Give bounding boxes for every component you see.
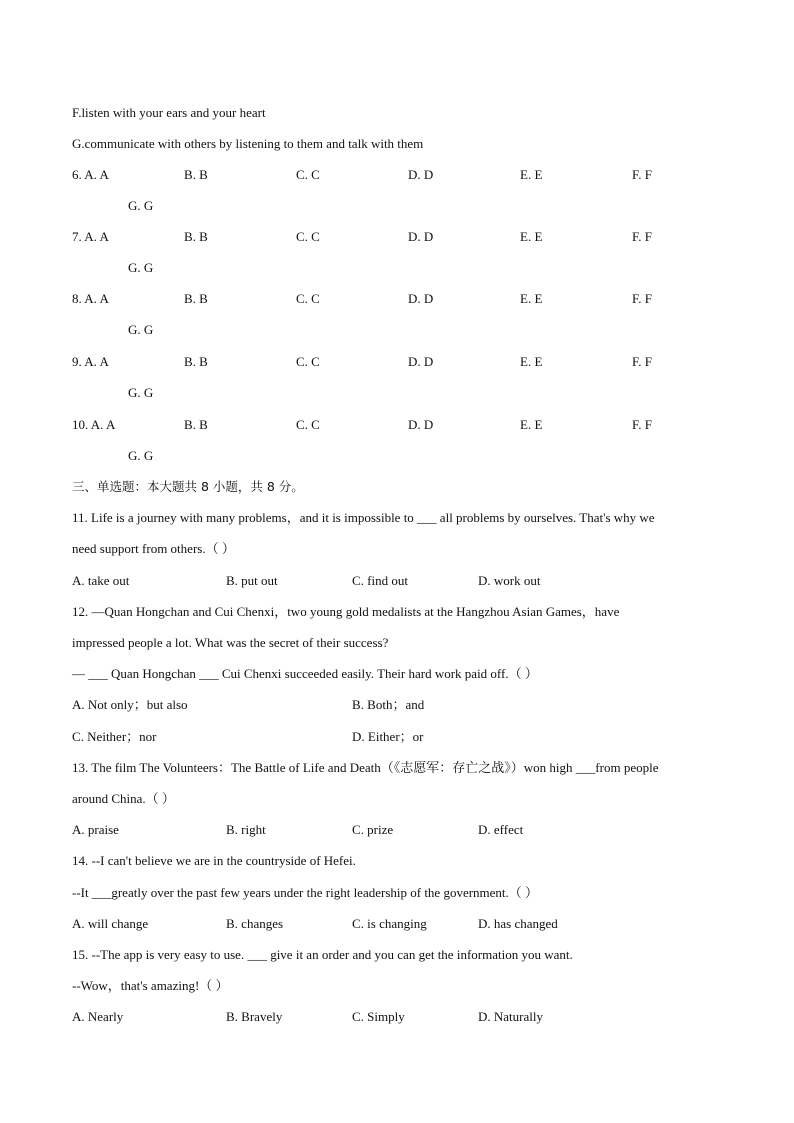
q15-option-a[interactable]: A. Nearly (72, 1009, 124, 1024)
q7-choice-c[interactable]: C. C (296, 229, 320, 244)
q6-choice-f[interactable]: F. F (632, 167, 652, 182)
q8-choice-a[interactable]: 8. A. A (72, 291, 109, 306)
q10-choice-f[interactable]: F. F (632, 417, 652, 432)
q14-stem-line2: --It ___greatly over the past few years under the right leadership of the government.（ ） (72, 885, 539, 900)
q11-option-a[interactable]: A. take out (72, 573, 130, 588)
q11-option-d[interactable]: D. work out (478, 573, 541, 588)
q14-stem-line1: 14. --I can't believe we are in the countryside of Hefei. (72, 853, 356, 868)
q13-option-a[interactable]: A. praise (72, 822, 119, 837)
q12-option-c[interactable]: C. Neither；nor (72, 729, 157, 744)
q9-choice-g[interactable]: G. G (128, 385, 154, 400)
q8-choice-f[interactable]: F. F (632, 291, 652, 306)
q13-option-c[interactable]: C. prize (352, 822, 394, 837)
q10-choice-b[interactable]: B. B (184, 417, 208, 432)
option-g-text: G.communicate with others by listening to them and talk with them (72, 136, 424, 151)
q12-option-d[interactable]: D. Either；or (352, 729, 424, 744)
section-heading: 三、单选题：本大题共 8 小题，共 8 分。 (72, 479, 304, 494)
q12-stem-line1: 12. —Quan Hongchan and Cui Chenxi，two young gold medalists at the Hangzhou Asian Games，have (72, 604, 620, 619)
q15-stem-line1: 15. --The app is very easy to use. ___ give it an order and you can get the information you want. (72, 947, 573, 962)
q15-option-d[interactable]: D. Naturally (478, 1009, 543, 1024)
q14-option-c[interactable]: C. is changing (352, 916, 427, 931)
option-f-text: F.listen with your ears and your heart (72, 105, 266, 120)
q13-stem-line2: around China.（ ） (72, 791, 175, 806)
q10-choice-c[interactable]: C. C (296, 417, 320, 432)
q7-choice-e[interactable]: E. E (520, 229, 543, 244)
q15-stem-line2: --Wow，that's amazing!（ ） (72, 978, 229, 993)
q14-option-b[interactable]: B. changes (226, 916, 284, 931)
q8-choice-b[interactable]: B. B (184, 291, 208, 306)
q11-stem-line1: 11. Life is a journey with many problems，and it is impossible to ___ all problems by ourselves. That's why we (72, 510, 655, 525)
q9-choice-f[interactable]: F. F (632, 354, 652, 369)
q6-choice-d[interactable]: D. D (408, 167, 434, 182)
q7-choice-g[interactable]: G. G (128, 260, 154, 275)
q8-choice-c[interactable]: C. C (296, 291, 320, 306)
q7-choice-a[interactable]: 7. A. A (72, 229, 109, 244)
q13-option-d[interactable]: D. effect (478, 822, 524, 837)
q12-option-b[interactable]: B. Both；and (352, 697, 425, 712)
q9-choice-a[interactable]: 9. A. A (72, 354, 109, 369)
q14-option-a[interactable]: A. will change (72, 916, 149, 931)
q8-choice-e[interactable]: E. E (520, 291, 543, 306)
q8-choice-g[interactable]: G. G (128, 322, 154, 337)
q6-choice-c[interactable]: C. C (296, 167, 320, 182)
q7-choice-d[interactable]: D. D (408, 229, 434, 244)
q9-choice-d[interactable]: D. D (408, 354, 434, 369)
q7-choice-f[interactable]: F. F (632, 229, 652, 244)
q10-choice-a[interactable]: 10. A. A (72, 417, 116, 432)
q12-stem-line3: — ___ Quan Hongchan ___ Cui Chenxi succeeded easily. Their hard work paid off.（ ） (72, 666, 538, 681)
q12-stem-line2: impressed people a lot. What was the secret of their success? (72, 635, 389, 650)
q10-choice-g[interactable]: G. G (128, 448, 154, 463)
q9-choice-e[interactable]: E. E (520, 354, 543, 369)
q11-option-b[interactable]: B. put out (226, 573, 278, 588)
q10-choice-e[interactable]: E. E (520, 417, 543, 432)
q13-option-b[interactable]: B. right (226, 822, 266, 837)
q15-option-c[interactable]: C. Simply (352, 1009, 405, 1024)
q9-choice-c[interactable]: C. C (296, 354, 320, 369)
q6-choice-b[interactable]: B. B (184, 167, 208, 182)
q7-choice-b[interactable]: B. B (184, 229, 208, 244)
q6-choice-g[interactable]: G. G (128, 198, 154, 213)
q11-option-c[interactable]: C. find out (352, 573, 408, 588)
q8-choice-d[interactable]: D. D (408, 291, 434, 306)
q15-option-b[interactable]: B. Bravely (226, 1009, 283, 1024)
q14-option-d[interactable]: D. has changed (478, 916, 558, 931)
q9-choice-b[interactable]: B. B (184, 354, 208, 369)
q6-choice-a[interactable]: 6. A. A (72, 167, 109, 182)
q11-stem-line2: need support from others.（ ） (72, 541, 235, 556)
q13-stem-line1: 13. The film The Volunteers：The Battle of Life and Death（《志愿军：存亡之战》）won high ___from people (72, 760, 659, 775)
q6-choice-e[interactable]: E. E (520, 167, 543, 182)
q12-option-a[interactable]: A. Not only；but also (72, 697, 188, 712)
q10-choice-d[interactable]: D. D (408, 417, 434, 432)
